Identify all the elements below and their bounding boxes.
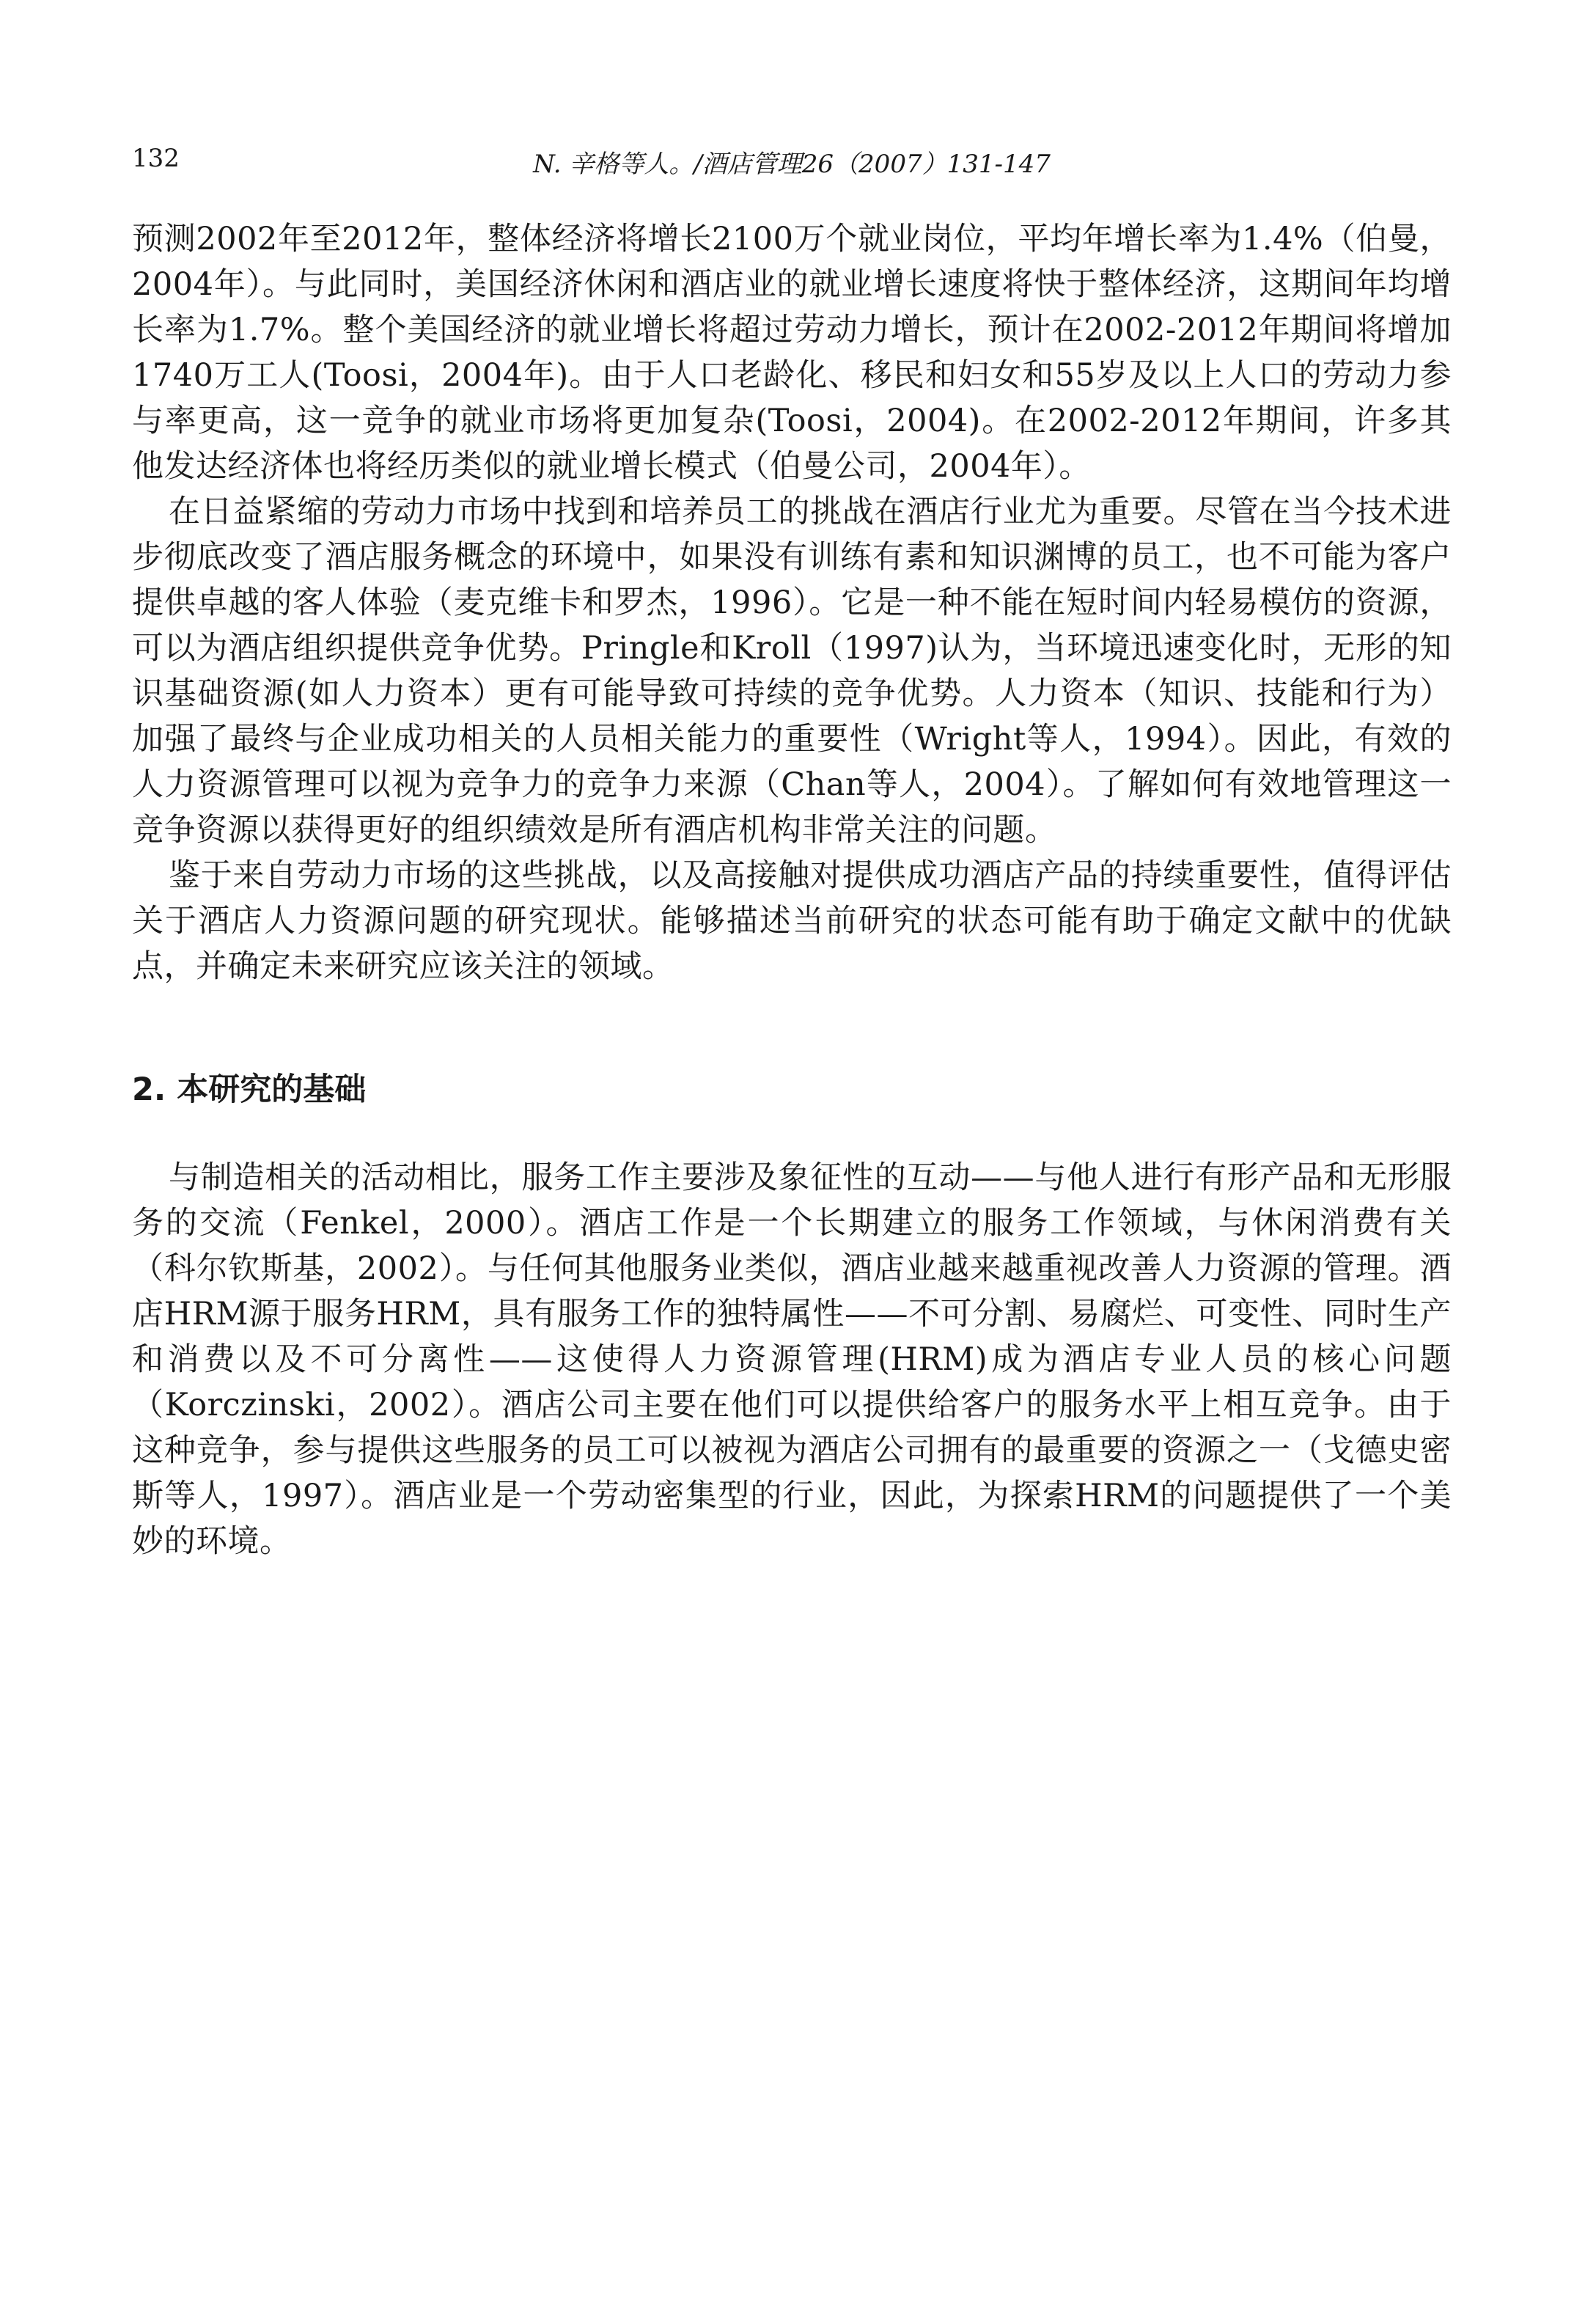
paragraph-research-status: 鉴于来自劳动力市场的这些挑战，以及高接触对提供成功酒店产品的持续重要性，值得评估关于酒店人力资源问题的研究现状。能够描述当前研究的状态可能有助于确定文献中的优缺点，并确定未来研究应该关注的领域。 [132,857,1452,985]
paragraph-labor-market-challenge: 在日益紧缩的劳动力市场中找到和培养员工的挑战在酒店行业尤为重要。尽管在当今技术进步彻底改变了酒店服务概念的环境中，如果没有训练有素和知识渊博的员工，也不可能为客户提供卓越的客人体验（麦克维卡和罗杰，1996）。它是一种不能在短时间内轻易模仿的资源，可以为酒店组织提供竞争优势。Pringle和Kroll（1997)认为，当环境迅速变化时，无形的知识基础资源(如人力资本）更有可能导致可持续的竞争优势。人力资本（知识、技能和行为）加强了最终与企业成功相关的人员相关能力的重要性（Wright等人，1994）。因此，有效的人力资源管理可以视为竞争力的竞争力来源（Chan等人，2004）。了解如何有效地管理这一竞争资源以获得更好的组织绩效是所有酒店机构非常关注的问题。 [132,494,1452,848]
page-number: 132 [132,144,180,173]
paragraph-employment-forecast: 预测2002年至2012年，整体经济将增长2100万个就业岗位，平均年增长率为1.4%（伯曼，2004年）。与此同时，美国经济休闲和酒店业的就业增长速度将快于整体经济，这期间年均增长率为1.7%。整个美国经济的就业增长将超过劳动力增长，预计在2002-2012年期间将增加1740万工人(Toosi，2004年)。由于人口老龄化、移民和妇女和55岁及以上人口的劳动力参与率更高，这一竞争的就业市场将更加复杂(Toosi，2004)。在2002-2012年期间，许多其他发达经济体也将经历类似的就业增长模式（伯曼公司，2004年）。 [132,221,1452,485]
running-title: N. 辛格等人。/酒店管理26（2007）131-147 [533,150,1051,179]
section-spacer [132,1112,1452,1155]
body-text [132,216,1452,1564]
running-head [132,144,1452,182]
section-heading: 2. 本研究的基础 [132,1071,367,1108]
paragraph-service-work: 与制造相关的活动相比，服务工作主要涉及象征性的互动——与他人进行有形产品和无形服务的交流（Fenkel，2000）。酒店工作是一个长期建立的服务工作领域，与休闲消费有关（科尔钦斯基，2002）。与任何其他服务业类似，酒店业越来越重视改善人力资源的管理。酒店HRM源于服务HRM，具有服务工作的独特属性——不可分割、易腐烂、可变性、同时生产和消费以及不可分离性——这使得人力资源管理(HRM)成为酒店专业人员的核心问题（Korczinski，2002）。酒店公司主要在他们可以提供给客户的服务水平上相互竞争。由于这种竞争，参与提供这些服务的员工可以被视为酒店公司拥有的最重要的资源之一（戈德史密斯等人，1997）。酒店业是一个劳动密集型的行业，因此，为探索HRM的问题提供了一个美妙的环境。 [132,1159,1452,1560]
